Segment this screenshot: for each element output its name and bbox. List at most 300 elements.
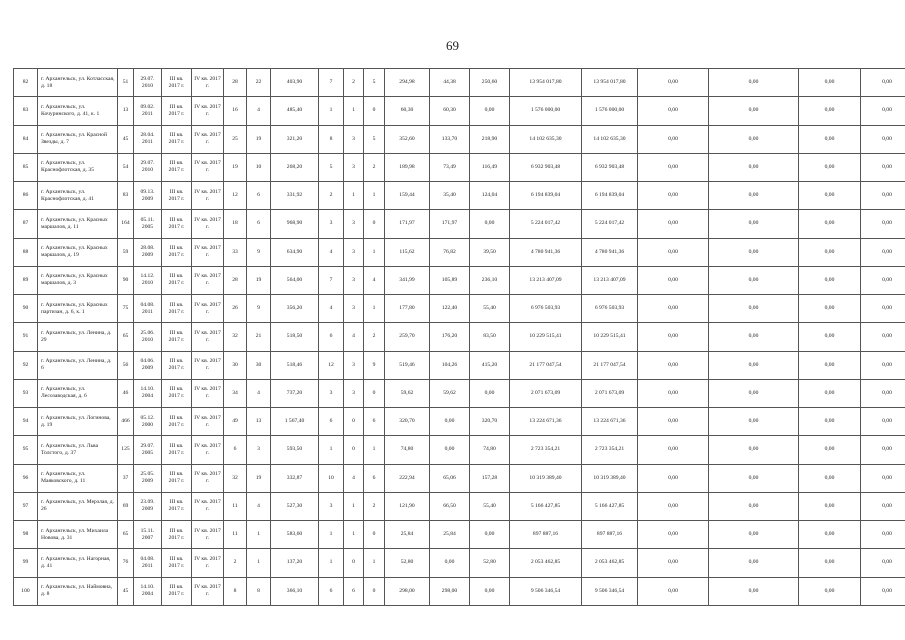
area-municipal-cell: 0,00 [430, 549, 470, 577]
address-cell: г. Архангельск, ул. Маяковского, д. 11 [38, 464, 118, 492]
cost-fund-cell: 897 887,16 [582, 521, 638, 549]
cost-subject-cell: 0,00 [638, 492, 709, 520]
cost-subject-cell: 0,00 [638, 69, 709, 97]
year-built-cell: 45 [118, 125, 134, 153]
rooms-private-cell: 1 [364, 295, 385, 323]
cost-subject-cell: 0,00 [638, 182, 709, 210]
house-area-cell: 968,90 [271, 210, 319, 238]
planned-end-cell: IV кв. 2017 г. [192, 323, 224, 351]
cost-municipal-cell: 0,00 [709, 521, 799, 549]
year-built-cell: 59 [118, 238, 134, 266]
residents-resettled-cell: 10 [247, 153, 271, 181]
rooms-private-cell: 0 [364, 379, 385, 407]
cost-total-cell: 6 976 503,93 [510, 295, 582, 323]
rooms-municipal-cell: 3 [344, 379, 364, 407]
address-cell: г. Архангельск, ул. Мерзлая, д. 26 [38, 492, 118, 520]
year-built-cell: 51 [118, 69, 134, 97]
cost-total-cell: 13 213 407,09 [510, 266, 582, 294]
planned-start-cell: III кв. 2017 г. [162, 521, 192, 549]
cost-subject-cell: 0,00 [638, 436, 709, 464]
rooms-municipal-cell: 3 [344, 125, 364, 153]
emergency-date-cell: 28.04. 2011 [134, 125, 162, 153]
residents-cell: 12 [224, 182, 247, 210]
row-number-cell: 89 [14, 266, 38, 294]
area-private-cell: 415,20 [470, 351, 510, 379]
residents-resettled-cell: 1 [247, 549, 271, 577]
cost-other-cell: 0,00 [861, 266, 905, 294]
emergency-date-cell: 15.11. 2007 [134, 521, 162, 549]
cost-extra-cell: 0,00 [799, 549, 861, 577]
cost-municipal-cell: 0,00 [709, 238, 799, 266]
area-private-cell: 39,50 [470, 238, 510, 266]
table-row [14, 577, 905, 605]
emergency-date-cell: 09.13. 2009 [134, 182, 162, 210]
row-number-cell: 96 [14, 464, 38, 492]
house-area-cell: 593,50 [271, 436, 319, 464]
rooms-total-cell: 1 [319, 549, 344, 577]
residents-cell: 2 [224, 549, 247, 577]
address-cell: г. Архангельск, ул. Льва Толстого, д. 37 [38, 436, 118, 464]
area-private-cell: 0,00 [470, 521, 510, 549]
rooms-private-cell: 9 [364, 351, 385, 379]
rooms-total-cell: 12 [319, 351, 344, 379]
rooms-total-cell: 3 [319, 379, 344, 407]
rooms-private-cell: 1 [364, 549, 385, 577]
table-row [14, 125, 905, 153]
rooms-total-cell: 8 [319, 125, 344, 153]
house-area-cell: 634,90 [271, 238, 319, 266]
residents-resettled-cell: 4 [247, 379, 271, 407]
cost-extra-cell: 0,00 [799, 295, 861, 323]
residents-resettled-cell: 30 [247, 351, 271, 379]
year-built-cell: 90 [118, 266, 134, 294]
cost-subject-cell: 0,00 [638, 521, 709, 549]
cost-other-cell: 0,00 [861, 379, 905, 407]
row-number-cell: 94 [14, 408, 38, 436]
year-built-cell: 46 [118, 379, 134, 407]
table-row [14, 323, 905, 351]
address-cell: г. Архангельск, ул. Логинова, д. 19 [38, 408, 118, 436]
table-row [14, 182, 905, 210]
rooms-private-cell: 6 [364, 408, 385, 436]
cost-total-cell: 2 053 462,85 [510, 549, 582, 577]
area-private-cell: 74,80 [470, 436, 510, 464]
year-built-cell: 75 [118, 295, 134, 323]
cost-total-cell: 6 194 839,04 [510, 182, 582, 210]
area-total-cell: 259,70 [385, 323, 430, 351]
cost-fund-cell: 10 319 389,40 [582, 464, 638, 492]
area-total-cell: 115,62 [385, 238, 430, 266]
planned-end-cell: IV кв. 2017 г. [192, 69, 224, 97]
residents-cell: 16 [224, 97, 247, 125]
table-row [14, 492, 905, 520]
planned-start-cell: III кв. 2017 г. [162, 97, 192, 125]
cost-other-cell: 0,00 [861, 549, 905, 577]
planned-end-cell: IV кв. 2017 г. [192, 210, 224, 238]
address-cell: г. Архангельск, ул. Кочуринского, д. 41, к. 1 [38, 97, 118, 125]
planned-start-cell: III кв. 2017 г. [162, 492, 192, 520]
cost-fund-cell: 4 780 941,36 [582, 238, 638, 266]
residents-cell: 11 [224, 521, 247, 549]
emergency-date-cell: 14.12. 2010 [134, 266, 162, 294]
rooms-private-cell: 5 [364, 69, 385, 97]
residents-resettled-cell: 4 [247, 492, 271, 520]
area-municipal-cell: 66,50 [430, 492, 470, 520]
rooms-municipal-cell: 3 [344, 153, 364, 181]
cost-other-cell: 0,00 [861, 125, 905, 153]
row-number-cell: 97 [14, 492, 38, 520]
rooms-total-cell: 6 [319, 577, 344, 605]
area-total-cell: 352,60 [385, 125, 430, 153]
cost-municipal-cell: 0,00 [709, 323, 799, 351]
area-private-cell: 116,49 [470, 153, 510, 181]
area-total-cell: 74,80 [385, 436, 430, 464]
planned-end-cell: IV кв. 2017 г. [192, 408, 224, 436]
residents-cell: 18 [224, 210, 247, 238]
residents-resettled-cell: 6 [247, 210, 271, 238]
cost-extra-cell: 0,00 [799, 182, 861, 210]
rooms-total-cell: 3 [319, 492, 344, 520]
table-row [14, 266, 905, 294]
cost-subject-cell: 0,00 [638, 295, 709, 323]
cost-fund-cell: 6 194 839,04 [582, 182, 638, 210]
cost-subject-cell: 0,00 [638, 408, 709, 436]
cost-other-cell: 0,00 [861, 295, 905, 323]
row-number-cell: 95 [14, 436, 38, 464]
residents-resettled-cell: 19 [247, 464, 271, 492]
cost-fund-cell: 14 102 635,30 [582, 125, 638, 153]
address-cell: г. Архангельск, ул. Наймовна, д. 8 [38, 577, 118, 605]
row-number-cell: 84 [14, 125, 38, 153]
row-number-cell: 98 [14, 521, 38, 549]
planned-start-cell: III кв. 2017 г. [162, 182, 192, 210]
residents-cell: 28 [224, 69, 247, 97]
area-private-cell: 236,10 [470, 266, 510, 294]
address-cell: г. Архангельск, ул. Краснофлотская, д. 35 [38, 153, 118, 181]
cost-municipal-cell: 0,00 [709, 408, 799, 436]
row-number-cell: 83 [14, 97, 38, 125]
cost-extra-cell: 0,00 [799, 351, 861, 379]
planned-end-cell: IV кв. 2017 г. [192, 549, 224, 577]
table-row [14, 464, 905, 492]
cost-other-cell: 0,00 [861, 182, 905, 210]
cost-fund-cell: 2 723 354,21 [582, 436, 638, 464]
area-total-cell: 25,84 [385, 521, 430, 549]
cost-fund-cell: 21 177 047,54 [582, 351, 638, 379]
area-private-cell: 0,00 [470, 210, 510, 238]
area-municipal-cell: 44,38 [430, 69, 470, 97]
house-area-cell: 366,10 [271, 577, 319, 605]
cost-total-cell: 2 723 354,21 [510, 436, 582, 464]
residents-cell: 19 [224, 153, 247, 181]
area-total-cell: 52,80 [385, 549, 430, 577]
rooms-total-cell: 10 [319, 464, 344, 492]
cost-fund-cell: 13 224 671,36 [582, 408, 638, 436]
emergency-date-cell: 05.11. 2005 [134, 210, 162, 238]
cost-municipal-cell: 0,00 [709, 97, 799, 125]
table-row [14, 295, 905, 323]
planned-start-cell: III кв. 2017 г. [162, 436, 192, 464]
emergency-date-cell: 09.02. 2011 [134, 97, 162, 125]
area-private-cell: 250,60 [470, 69, 510, 97]
area-private-cell: 0,00 [470, 379, 510, 407]
area-municipal-cell: 76,82 [430, 238, 470, 266]
cost-subject-cell: 0,00 [638, 323, 709, 351]
residents-cell: 11 [224, 492, 247, 520]
address-cell: г. Архангельск, ул. Красных маршалов, д. 19 [38, 238, 118, 266]
page-number: 69 [446, 38, 459, 53]
house-area-cell: 527,30 [271, 492, 319, 520]
area-municipal-cell: 0,00 [430, 436, 470, 464]
cost-total-cell: 4 780 941,36 [510, 238, 582, 266]
area-municipal-cell: 133,70 [430, 125, 470, 153]
cost-municipal-cell: 0,00 [709, 69, 799, 97]
area-municipal-cell: 105,89 [430, 266, 470, 294]
planned-end-cell: IV кв. 2017 г. [192, 182, 224, 210]
area-private-cell: 52,80 [470, 549, 510, 577]
rooms-total-cell: 7 [319, 266, 344, 294]
area-total-cell: 59,62 [385, 379, 430, 407]
year-built-cell: 45 [118, 577, 134, 605]
area-total-cell: 294,98 [385, 69, 430, 97]
rooms-private-cell: 6 [364, 464, 385, 492]
table-row [14, 521, 905, 549]
planned-start-cell: III кв. 2017 г. [162, 295, 192, 323]
year-built-cell: 65 [118, 323, 134, 351]
cost-other-cell: 0,00 [861, 238, 905, 266]
rooms-total-cell: 5 [319, 153, 344, 181]
residents-resettled-cell: 21 [247, 323, 271, 351]
cost-other-cell: 0,00 [861, 521, 905, 549]
planned-end-cell: IV кв. 2017 г. [192, 295, 224, 323]
row-number-cell: 86 [14, 182, 38, 210]
residents-cell: 26 [224, 295, 247, 323]
resettlement-table [13, 68, 905, 606]
cost-fund-cell: 5 166 427,85 [582, 492, 638, 520]
house-area-cell: 332,87 [271, 464, 319, 492]
cost-other-cell: 0,00 [861, 210, 905, 238]
rooms-private-cell: 2 [364, 153, 385, 181]
cost-municipal-cell: 0,00 [709, 295, 799, 323]
residents-resettled-cell: 6 [247, 182, 271, 210]
cost-other-cell: 0,00 [861, 464, 905, 492]
rooms-municipal-cell: 3 [344, 295, 364, 323]
residents-resettled-cell: 22 [247, 69, 271, 97]
residents-cell: 33 [224, 238, 247, 266]
area-total-cell: 159,44 [385, 182, 430, 210]
area-total-cell: 177,80 [385, 295, 430, 323]
planned-end-cell: IV кв. 2017 г. [192, 464, 224, 492]
planned-start-cell: III кв. 2017 г. [162, 125, 192, 153]
area-total-cell: 222,94 [385, 464, 430, 492]
emergency-date-cell: 25.06. 2010 [134, 323, 162, 351]
planned-start-cell: III кв. 2017 г. [162, 549, 192, 577]
area-municipal-cell: 59,62 [430, 379, 470, 407]
residents-cell: 32 [224, 323, 247, 351]
cost-total-cell: 6 932 903,48 [510, 153, 582, 181]
rooms-municipal-cell: 3 [344, 238, 364, 266]
house-area-cell: 564,00 [271, 266, 319, 294]
cost-fund-cell: 13 954 017,80 [582, 69, 638, 97]
planned-start-cell: III кв. 2017 г. [162, 69, 192, 97]
cost-total-cell: 13 954 017,80 [510, 69, 582, 97]
emergency-date-cell: 29.07. 2010 [134, 153, 162, 181]
rooms-total-cell: 2 [319, 182, 344, 210]
area-private-cell: 320,70 [470, 408, 510, 436]
cost-municipal-cell: 0,00 [709, 577, 799, 605]
cost-extra-cell: 0,00 [799, 521, 861, 549]
address-cell: г. Архангельск, ул. Красной Звезды, д. 7 [38, 125, 118, 153]
area-total-cell: 320,70 [385, 408, 430, 436]
year-built-cell: 76 [118, 549, 134, 577]
rooms-total-cell: 4 [319, 238, 344, 266]
area-total-cell: 60,30 [385, 97, 430, 125]
cost-total-cell: 21 177 047,54 [510, 351, 582, 379]
planned-start-cell: III кв. 2017 г. [162, 323, 192, 351]
residents-cell: 34 [224, 379, 247, 407]
cost-municipal-cell: 0,00 [709, 379, 799, 407]
cost-total-cell: 9 506 346,54 [510, 577, 582, 605]
planned-end-cell: IV кв. 2017 г. [192, 153, 224, 181]
area-total-cell: 189,98 [385, 153, 430, 181]
cost-fund-cell: 2 053 462,85 [582, 549, 638, 577]
rooms-total-cell: 1 [319, 436, 344, 464]
rooms-private-cell: 2 [364, 323, 385, 351]
rooms-municipal-cell: 0 [344, 408, 364, 436]
cost-other-cell: 0,00 [861, 492, 905, 520]
area-municipal-cell: 65,06 [430, 464, 470, 492]
cost-municipal-cell: 0,00 [709, 436, 799, 464]
cost-municipal-cell: 0,00 [709, 266, 799, 294]
table-row [14, 238, 905, 266]
cost-total-cell: 897 887,16 [510, 521, 582, 549]
year-built-cell: 65 [118, 521, 134, 549]
table-body [14, 69, 905, 606]
house-area-cell: 518,46 [271, 351, 319, 379]
house-area-cell: 485,40 [271, 97, 319, 125]
rooms-municipal-cell: 1 [344, 521, 364, 549]
cost-subject-cell: 0,00 [638, 210, 709, 238]
table-row [14, 379, 905, 407]
cost-extra-cell: 0,00 [799, 125, 861, 153]
area-total-cell: 298,00 [385, 577, 430, 605]
rooms-private-cell: 2 [364, 492, 385, 520]
cost-municipal-cell: 0,00 [709, 210, 799, 238]
planned-end-cell: IV кв. 2017 г. [192, 521, 224, 549]
cost-subject-cell: 0,00 [638, 549, 709, 577]
area-municipal-cell: 122,40 [430, 295, 470, 323]
address-cell: г. Архангельск, ул. Лесозаводская, д. 6 [38, 379, 118, 407]
residents-cell: 30 [224, 351, 247, 379]
rooms-municipal-cell: 6 [344, 577, 364, 605]
planned-start-cell: III кв. 2017 г. [162, 379, 192, 407]
row-number-cell: 99 [14, 549, 38, 577]
rooms-total-cell: 6 [319, 408, 344, 436]
address-cell: г. Архангельск, ул. Красных маршалов, д. 11 [38, 210, 118, 238]
area-municipal-cell: 171,97 [430, 210, 470, 238]
residents-resettled-cell: 13 [247, 408, 271, 436]
planned-end-cell: IV кв. 2017 г. [192, 238, 224, 266]
planned-end-cell: IV кв. 2017 г. [192, 97, 224, 125]
cost-total-cell: 5 224 017,42 [510, 210, 582, 238]
cost-extra-cell: 0,00 [799, 153, 861, 181]
residents-resettled-cell: 8 [247, 577, 271, 605]
rooms-total-cell: 6 [319, 323, 344, 351]
year-built-cell: 466 [118, 408, 134, 436]
house-area-cell: 403,90 [271, 69, 319, 97]
planned-end-cell: IV кв. 2017 г. [192, 492, 224, 520]
address-cell: г. Архангельск, ул. Ленина, д. 29 [38, 323, 118, 351]
area-private-cell: 0,00 [470, 577, 510, 605]
residents-resettled-cell: 19 [247, 266, 271, 294]
planned-start-cell: III кв. 2017 г. [162, 464, 192, 492]
cost-other-cell: 0,00 [861, 69, 905, 97]
emergency-date-cell: 04.06. 2009 [134, 351, 162, 379]
cost-fund-cell: 13 213 407,09 [582, 266, 638, 294]
rooms-municipal-cell: 1 [344, 97, 364, 125]
area-total-cell: 171,97 [385, 210, 430, 238]
planned-end-cell: IV кв. 2017 г. [192, 351, 224, 379]
area-private-cell: 218,90 [470, 125, 510, 153]
cost-municipal-cell: 0,00 [709, 125, 799, 153]
house-area-cell: 137,20 [271, 549, 319, 577]
rooms-private-cell: 1 [364, 436, 385, 464]
cost-other-cell: 0,00 [861, 153, 905, 181]
cost-extra-cell: 0,00 [799, 210, 861, 238]
area-private-cell: 55,40 [470, 492, 510, 520]
cost-other-cell: 0,00 [861, 351, 905, 379]
cost-extra-cell: 0,00 [799, 266, 861, 294]
planned-start-cell: III кв. 2017 г. [162, 153, 192, 181]
residents-cell: 32 [224, 464, 247, 492]
cost-subject-cell: 0,00 [638, 577, 709, 605]
residents-resettled-cell: 9 [247, 295, 271, 323]
cost-total-cell: 2 071 673,09 [510, 379, 582, 407]
residents-resettled-cell: 19 [247, 125, 271, 153]
row-number-cell: 88 [14, 238, 38, 266]
cost-total-cell: 10 319 389,40 [510, 464, 582, 492]
cost-extra-cell: 0,00 [799, 238, 861, 266]
cost-fund-cell: 6 932 903,48 [582, 153, 638, 181]
cost-municipal-cell: 0,00 [709, 549, 799, 577]
emergency-date-cell: 28.08. 2009 [134, 238, 162, 266]
rooms-municipal-cell: 3 [344, 266, 364, 294]
rooms-total-cell: 4 [319, 295, 344, 323]
rooms-private-cell: 1 [364, 238, 385, 266]
cost-subject-cell: 0,00 [638, 153, 709, 181]
cost-extra-cell: 0,00 [799, 323, 861, 351]
house-area-cell: 331,92 [271, 182, 319, 210]
residents-cell: 49 [224, 408, 247, 436]
house-area-cell: 583,60 [271, 521, 319, 549]
planned-end-cell: IV кв. 2017 г. [192, 577, 224, 605]
area-municipal-cell: 35,40 [430, 182, 470, 210]
cost-total-cell: 13 224 671,36 [510, 408, 582, 436]
cost-other-cell: 0,00 [861, 577, 905, 605]
area-municipal-cell: 176,20 [430, 323, 470, 351]
planned-start-cell: III кв. 2017 г. [162, 266, 192, 294]
address-cell: г. Архангельск, ул. Михаила Новова, д. 31 [38, 521, 118, 549]
cost-fund-cell: 1 576 000,00 [582, 97, 638, 125]
rooms-municipal-cell: 1 [344, 492, 364, 520]
rooms-total-cell: 7 [319, 69, 344, 97]
house-area-cell: 321,20 [271, 125, 319, 153]
table-row [14, 69, 905, 97]
area-municipal-cell: 60,30 [430, 97, 470, 125]
rooms-private-cell: 5 [364, 125, 385, 153]
residents-cell: 6 [224, 436, 247, 464]
year-built-cell: 83 [118, 182, 134, 210]
